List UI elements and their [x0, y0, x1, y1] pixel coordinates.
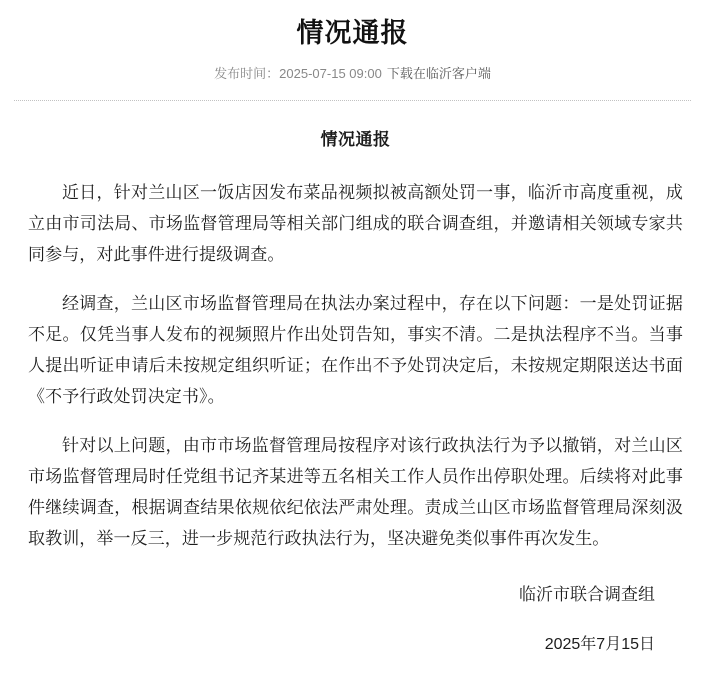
article-paragraph: 经调查，兰山区市场监督管理局在执法办案过程中，存在以下问题：一是处罚证据不足。仅凭当事人发布的视频照片作出处罚告知，事实不清。二是执法程序不当。当事人提出听证申请后未按规定组织听证；在作出不予处罚决定后，未按规定期限送达书面《不予行政处罚决定书》。: [28, 294, 683, 406]
article-heading: 情况通报: [320, 130, 391, 149]
article-paragraph: 针对以上问题，由市市场监督管理局按程序对该行政执法行为予以撤销，对兰山区市场监督管理局时任党组书记齐某进等五名相关工作人员作出停职处理。后续将对此事件继续调查，根据调查结果依规依纪依法严肃处理。责成兰山区市场监督管理局深刻汲取教训，举一反三，进一步规范行政执法行为，坚决避免类似事件再次发生。: [28, 436, 683, 548]
source-app-label: 下载在临沂客户端: [386, 66, 491, 81]
publish-meta: [0, 65, 705, 83]
document-header: [0, 0, 705, 83]
page-title: 情况通报: [296, 18, 409, 48]
publish-time-value: 2025-07-15 09:00: [279, 66, 382, 81]
article-body: [0, 128, 705, 658]
header-divider: [14, 100, 691, 101]
signature-date: 2025年7月15日: [544, 636, 655, 653]
signature-line: 临沂市联合调查组: [519, 585, 655, 604]
article-paragraph: 近日，针对兰山区一饭店因发布菜品视频拟被高额处罚一事，临沂市高度重视，成立由市司法局、市场监督管理局等相关部门组成的联合调查组，并邀请相关领域专家共同参与，对此事件进行提级调查。: [28, 183, 683, 264]
publish-time-label: 发布时间：: [214, 66, 280, 81]
